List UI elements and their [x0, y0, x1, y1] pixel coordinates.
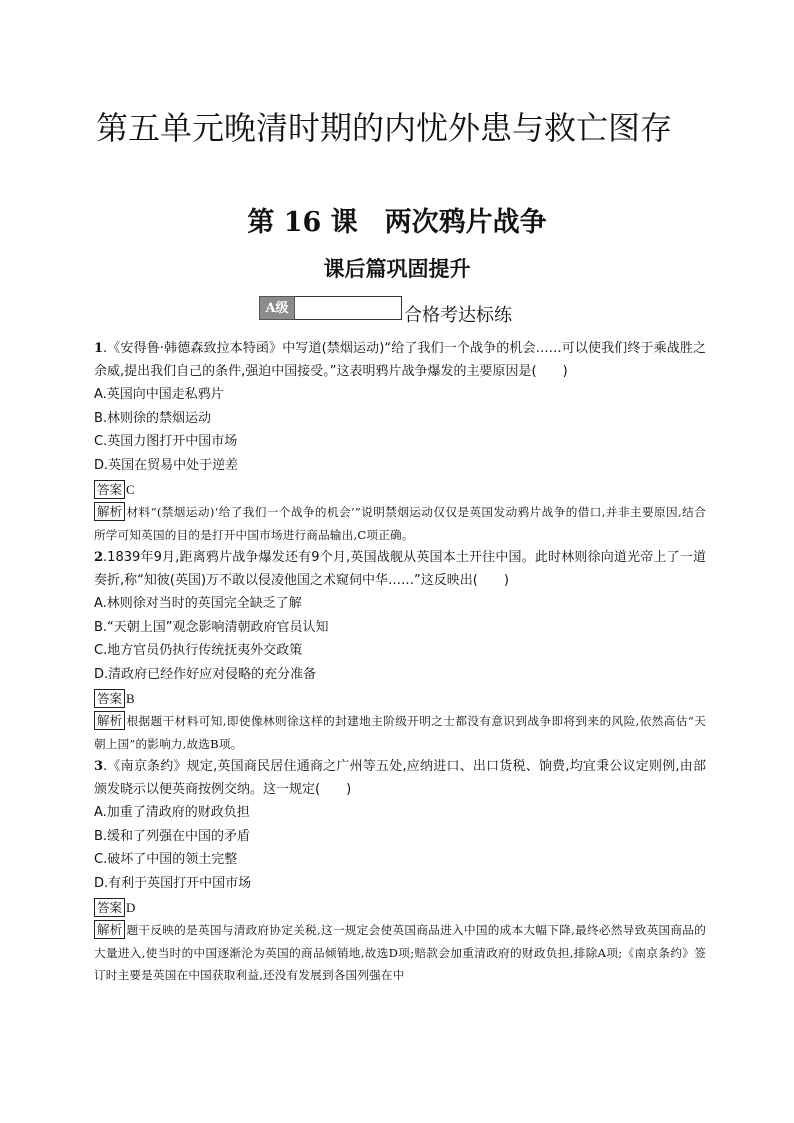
option-a: A.加重了清政府的财政负担 — [94, 805, 250, 820]
question-number: 2 — [94, 550, 104, 565]
answer-line — [94, 896, 706, 919]
question-text: .《南京条约》规定,英国商民居住通商之广州等五处,应纳进口、出口货税、饷费,均宜秉公议定则例,由部颁发晓示以便英商按例交纳。这一规定( ) — [94, 759, 706, 797]
question-stem — [94, 337, 706, 383]
option-b: B.林则徐的禁烟运动 — [94, 410, 212, 426]
analysis-text: 根据题干材料可知,即使像林则徐这样的封建地主阶级开明之士都没有意识到战争即将到来的风险,依然高估“天朝上国”的影响力,故选B项。 — [94, 714, 706, 751]
analysis-tag: 解析 — [94, 920, 125, 939]
unit-title: 第五单元晚清时期的内忧外患与救亡图存 — [96, 109, 673, 147]
option-d: D.有利于英国打开中国市场 — [94, 875, 252, 891]
option-a: A.林则徐对当时的英国完全缺乏了解 — [94, 596, 302, 611]
option-a: A.英国向中国走私鸦片 — [94, 387, 224, 402]
option-c: C.破坏了中国的领土完整 — [94, 852, 238, 867]
question-3 — [94, 755, 706, 987]
option-d: D.清政府已经作好应对侵略的充分准备 — [94, 666, 317, 682]
option-d: D.英国在贸易中处于逆差 — [94, 457, 239, 473]
answer-line — [94, 687, 706, 710]
answer-value: B — [126, 691, 135, 706]
answer-value: D — [126, 900, 136, 915]
answer-value: C — [126, 482, 135, 497]
option-b: B.“天朝上国”观念影响清朝政府官员认知 — [94, 619, 329, 635]
answer-tag: 答案 — [94, 689, 125, 708]
option-c: C.英国力图打开中国市场 — [94, 434, 238, 449]
analysis-text: 题干反映的是英国与清政府协定关税,这一规定会使英国商品进入中国的成本大幅下降,最终必然导致英国商品的大量进入,使当时的中国逐渐沦为英国的商品倾销地,故选D项;赔款会加重清政府的财政负担,排除A项;《南京条约》签订时主要是英国在中国获取利益,还没有发展到各国列强在中 — [94, 923, 706, 982]
lesson-title: 第 16 课 两次鸦片战争 — [247, 207, 547, 238]
level-badge: A级 — [259, 296, 295, 320]
answer-line — [94, 478, 706, 501]
analysis-text: 材料“(禁烟运动)‘给了我们一个战争的机会’”说明禁烟运动仅仅是英国发动鸦片战争的借口,并非主要原因,结合所学可知英国的目的是打开中国市场进行商品输出,C项正确。 — [94, 505, 706, 542]
question-2 — [94, 546, 706, 755]
level-header — [259, 296, 512, 326]
analysis — [94, 919, 706, 987]
section-title: 课后篇巩固提升 — [323, 257, 471, 281]
analysis — [94, 710, 706, 755]
analysis — [94, 501, 706, 546]
question-text: .《安得鲁·韩德森致拉本特函》中写道(禁烟运动)“给了我们一个战争的机会……可以使我们终于乘战胜之余威,提出我们自己的条件,强迫中国接受。”这表明鸦片战争爆发的主要原因是( ) — [94, 341, 706, 379]
question-text: .1839年9月,距离鸦片战争爆发还有9个月,英国战舰从英国本土开往中国。此时林则徐向道光帝上了一道奏折,称“知彼(英国)万不敢以侵凌他国之术窥伺中华……”这反映出( ) — [94, 550, 706, 588]
question-1 — [94, 337, 706, 546]
question-list — [94, 337, 706, 987]
option-c: C.地方官员仍执行传统抚夷外交政策 — [94, 643, 303, 658]
option-b: B.缓和了列强在中国的矛盾 — [94, 828, 251, 844]
level-label: 合格考达标练 — [404, 305, 512, 326]
level-score-box — [295, 296, 402, 320]
analysis-tag: 解析 — [94, 711, 125, 730]
question-stem — [94, 546, 706, 592]
question-number: 1 — [94, 341, 104, 356]
question-stem — [94, 755, 706, 801]
answer-tag: 答案 — [94, 480, 125, 499]
analysis-tag: 解析 — [94, 502, 125, 521]
question-number: 3 — [94, 759, 104, 774]
answer-tag: 答案 — [94, 898, 125, 917]
